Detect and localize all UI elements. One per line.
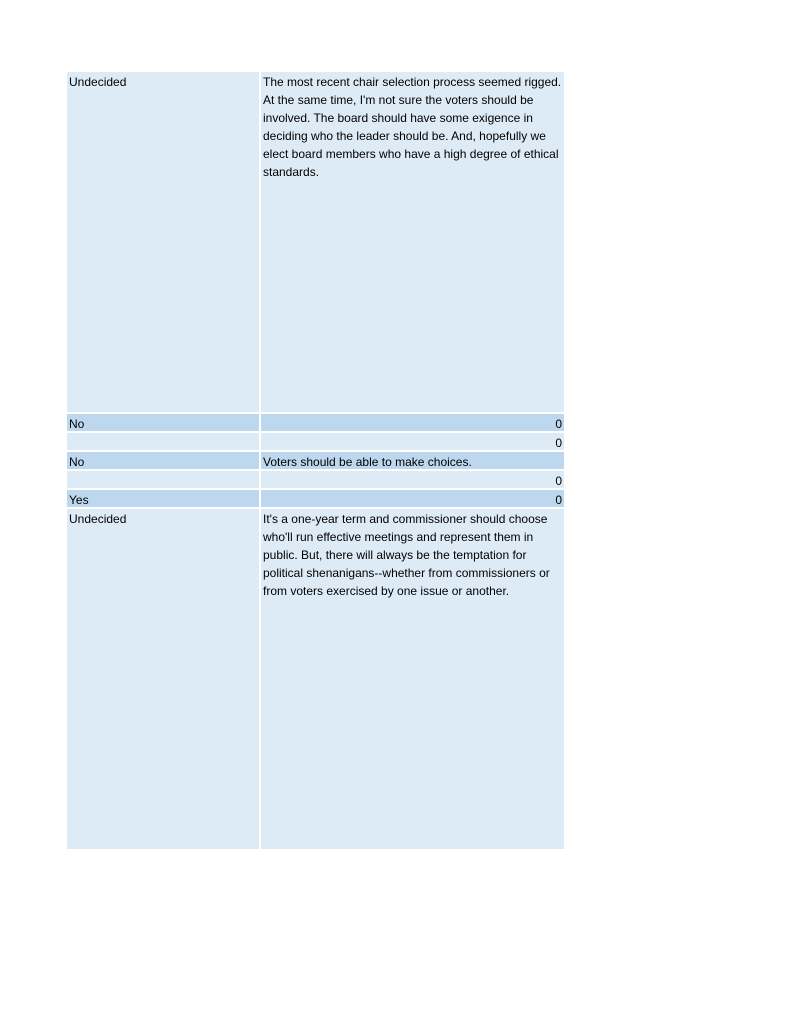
comment-cell: 0 xyxy=(261,414,564,431)
answer-cell: Undecided xyxy=(67,72,259,412)
comment-cell: 0 xyxy=(261,471,564,488)
answer-cell xyxy=(67,471,259,488)
table-row xyxy=(67,72,564,412)
table-row xyxy=(67,414,564,431)
table-row xyxy=(67,471,564,488)
table-row xyxy=(67,452,564,469)
table-row xyxy=(67,509,564,849)
answer-cell: Yes xyxy=(67,490,259,507)
comment-cell: 0 xyxy=(261,433,564,450)
answer-cell: Undecided xyxy=(67,509,259,849)
answer-cell: No xyxy=(67,452,259,469)
comment-cell: Voters should be able to make choices. xyxy=(261,452,564,469)
response-table xyxy=(67,72,564,849)
comment-cell: The most recent chair selection process seemed rigged. At the same time, I'm not sure the voters should be involved. The board should have some exigence in deciding who the leader should be. And, hopefully we elect board members who have a high degree of ethical standards. xyxy=(261,72,564,412)
answer-cell xyxy=(67,433,259,450)
comment-cell: 0 xyxy=(261,490,564,507)
comment-cell: It's a one-year term and commissioner should choose who'll run effective meetings and represent them in public. But, there will always be the temptation for political shenanigans--whether from commissioners or from voters exercised by one issue or another. xyxy=(261,509,564,849)
answer-cell: No xyxy=(67,414,259,431)
table-row xyxy=(67,490,564,507)
table-row xyxy=(67,433,564,450)
